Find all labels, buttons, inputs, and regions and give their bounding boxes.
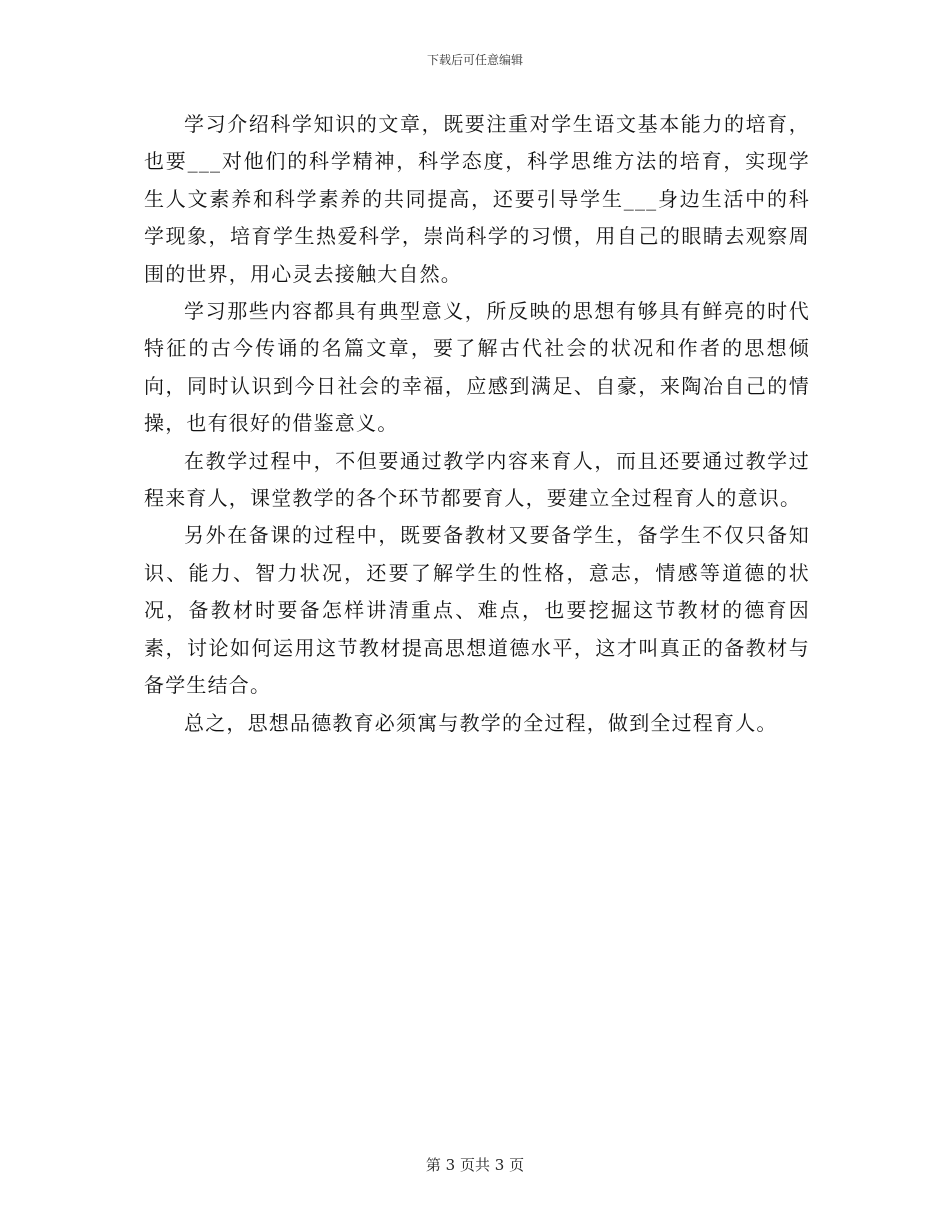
paragraph-lesson-preparation: 另外在备课的过程中，既要备教材又要备学生，备学生不仅只备知识、能力、智力状况，还要了解学生的性格，意志，情感等道德的状况，备教材时要备怎样讲清重点、难点，也要挖掘这节教材的德育因素，讨论如何运用这节教材提高思想道德水平，这才叫真正的备教材与备学生结合。 xyxy=(144,523,810,698)
page-number: 第 3 页共 3 页 xyxy=(425,1156,525,1174)
paragraph-conclusion: 总之，思想品德教育必须寓与教学的全过程，做到全过程育人。 xyxy=(184,710,778,735)
document-body xyxy=(144,106,810,742)
paragraph-science-articles: 学习介绍科学知识的文章，既要注重对学生语文基本能力的培育，也要___对他们的科学精神，科学态度，科学思维方法的培育，实现学生人文素养和科学素养的共同提高，还要引导学生___身边生活中的科学现象，培育学生热爱科学，崇尚科学的习惯，用自己的眼睛去观察周围的世界，用心灵去接触大自然。 xyxy=(144,112,810,286)
paragraph-classic-texts: 学习那些内容都具有典型意义，所反映的思想有够具有鲜亮的时代特征的古今传诵的名篇文章，要了解古代社会的状况和作者的思想倾向，同时认识到今日社会的幸福，应感到满足、自豪，来陶冶自己的情操，也有很好的借鉴意义。 xyxy=(144,299,810,436)
paragraph-teaching-process: 在教学过程中，不但要通过教学内容来育人，而且还要通过教学过程来育人，课堂教学的各个环节都要育人，要建立全过程育人的意识。 xyxy=(144,448,810,511)
page-header: 下载后可任意编辑 xyxy=(426,53,523,67)
